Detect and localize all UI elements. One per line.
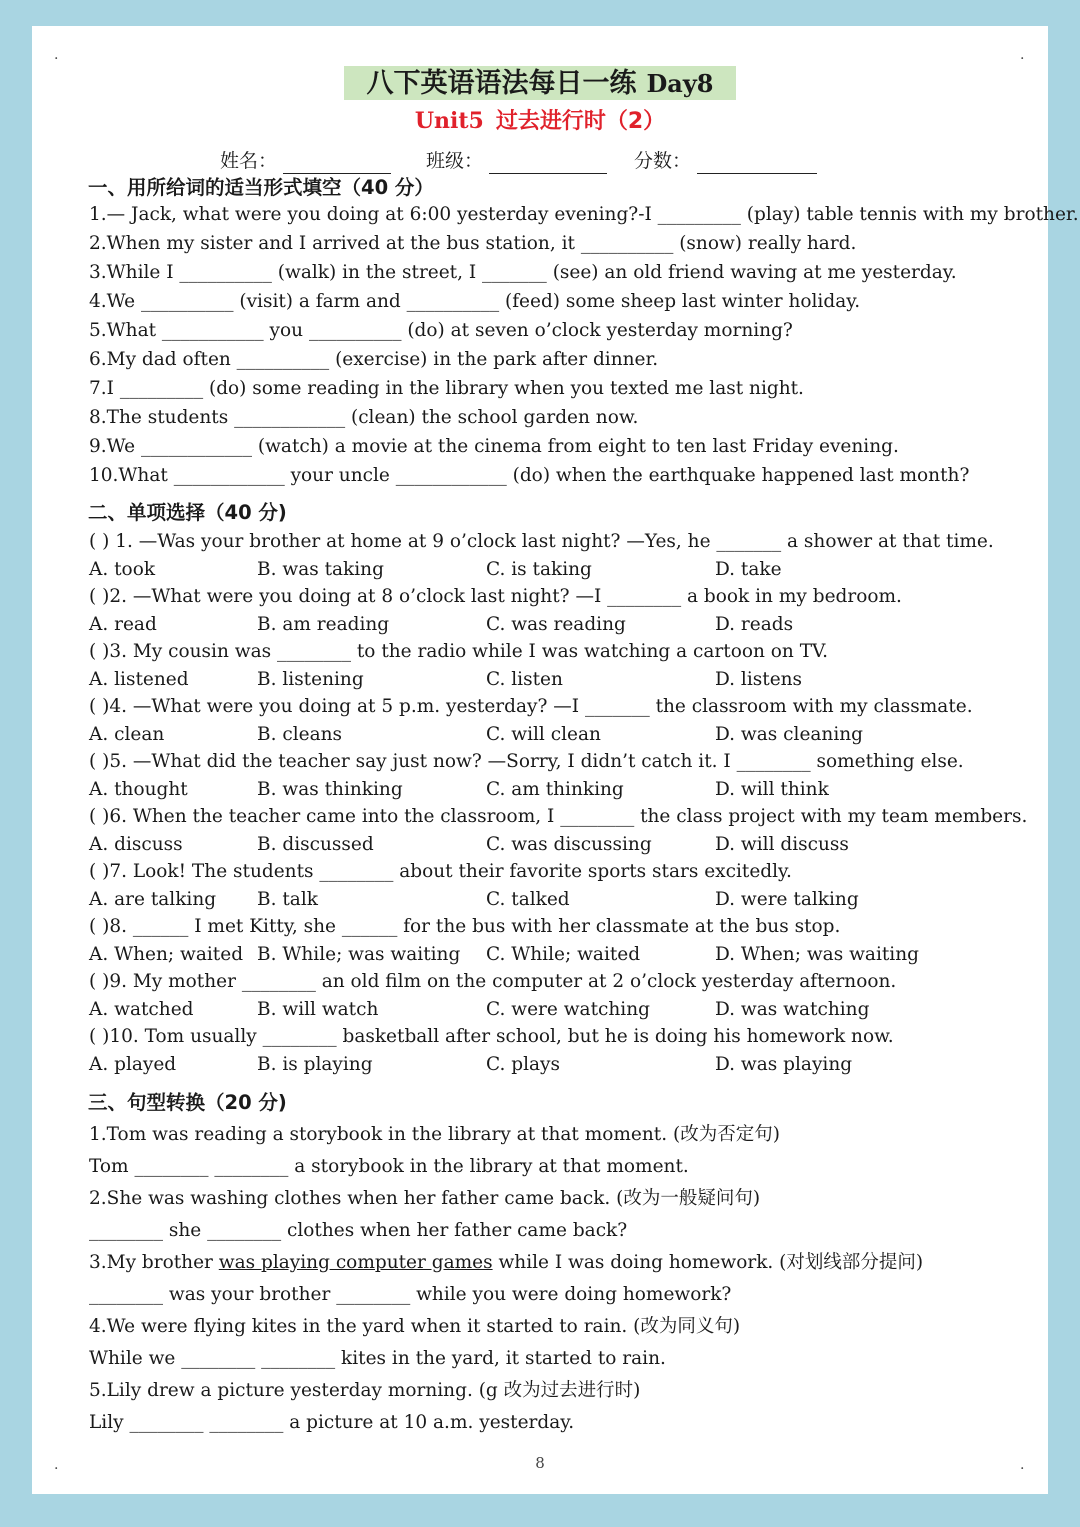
s1-line: 2.When my sister and I arrived at the bus station, it __________ (snow) really hard. (89, 233, 857, 254)
title-cn: 八下英语语法每日一练 (366, 68, 637, 99)
mc-option[interactable]: A. took (89, 559, 156, 580)
mc-question: ( )2. —What were you doing at 8 o’clock last night? —I ________ a book in my bedroom. (89, 586, 902, 607)
mc-option[interactable]: D. will think (715, 779, 829, 800)
s1-line: 1.— Jack, what were you doing at 6:00 yesterday evening?-I _________ (play) table tennis with my brother. (89, 204, 1079, 225)
mc-option[interactable]: B. am reading (257, 614, 390, 635)
s3-line: 1.Tom was reading a storybook in the library at that moment. (改为否定句) (89, 1124, 780, 1145)
title-day: Day8 (646, 69, 714, 98)
mc-option[interactable]: B. discussed (257, 834, 374, 855)
mc-option[interactable]: A. discuss (89, 834, 183, 855)
name-label: 姓名： (220, 150, 278, 172)
s1-line: 8.The students ____________ (clean) the school garden now. (89, 407, 639, 428)
s3-line: ________ she ________ clothes when her father came back? (89, 1220, 628, 1241)
s3-line: 5.Lily drew a picture yesterday morning. (g 改为过去进行时) (89, 1380, 641, 1401)
mc-option[interactable]: B. will watch (257, 999, 379, 1020)
s1-line: 10.What ____________ your uncle ____________ (do) when the earthquake happened last month? (89, 465, 970, 486)
mc-question: ( )5. —What did the teacher say just now? —Sorry, I didn’t catch it. I ________ something else. (89, 751, 964, 772)
mc-option[interactable]: A. listened (89, 669, 189, 690)
class-blank[interactable] (489, 153, 607, 174)
mc-option[interactable]: A. watched (89, 999, 194, 1020)
mc-question: ( )3. My cousin was ________ to the radio while I was watching a cartoon on TV. (89, 641, 829, 662)
mc-option[interactable]: A. When; waited (89, 944, 244, 965)
mc-option[interactable]: C. is taking (486, 559, 592, 580)
name-field (220, 148, 391, 174)
subtitle-topic: 过去进行时（2） (495, 109, 666, 134)
mc-option[interactable]: C. plays (486, 1054, 560, 1075)
s1-line: 6.My dad often __________ (exercise) in the park after dinner. (89, 349, 659, 370)
mc-option[interactable]: D. were talking (715, 889, 859, 910)
section3-heading: 三、句型转换（20 分) (88, 1091, 287, 1114)
worksheet-page (32, 26, 1079, 1494)
s3-line: Lily ________ ________ a picture at 10 a.m. yesterday. (89, 1412, 575, 1433)
mc-option[interactable]: B. talk (257, 889, 318, 910)
mc-option[interactable]: D. was playing (715, 1054, 853, 1075)
s3-line: While we ________ ________ kites in the yard, it started to rain. (89, 1348, 666, 1369)
s3-line-post: while I was doing homework. (对划线部分提问) (492, 1252, 924, 1273)
s1-line: 9.We ____________ (watch) a movie at the cinema from eight to ten last Friday evening. (89, 436, 899, 457)
page-number: 8 (535, 1454, 545, 1472)
mc-option[interactable]: D. When; was waiting (715, 944, 919, 965)
mc-option[interactable]: D. reads (715, 614, 794, 635)
mc-option[interactable]: C. talked (486, 889, 570, 910)
s3-line: 4.We were flying kites in the yard when it started to rain. (改为同义句) (89, 1316, 741, 1337)
mc-option[interactable]: C. am thinking (486, 779, 624, 800)
mc-option[interactable]: B. was thinking (257, 779, 403, 800)
name-blank[interactable] (283, 153, 391, 174)
s1-line: 5.What ___________ you __________ (do) at seven o’clock yesterday morning? (89, 320, 793, 341)
mc-question: ( )9. My mother ________ an old film on the computer at 2 o’clock yesterday afternoon. (89, 971, 897, 992)
s1-line: 7.I _________ (do) some reading in the library when you texted me last night. (89, 378, 804, 399)
section1-heading: 一、用所给词的适当形式填空（40 分） (88, 176, 434, 199)
mc-option[interactable]: C. were watching (486, 999, 650, 1020)
mc-option[interactable]: C. listen (486, 669, 563, 690)
mc-option[interactable]: B. cleans (257, 724, 343, 745)
class-label: 班级： (426, 150, 484, 172)
s1-line: 4.We __________ (visit) a farm and __________ (feed) some sheep last winter holiday. (89, 291, 861, 312)
score-field (634, 148, 817, 174)
mc-option[interactable]: A. are talking (89, 889, 217, 910)
s3-line: 2.She was washing clothes when her father came back. (改为一般疑问句) (89, 1188, 761, 1209)
mc-option[interactable]: C. While; waited (486, 944, 641, 965)
mc-option[interactable]: B. While; was waiting (257, 944, 461, 965)
section2-heading: 二、单项选择（40 分) (88, 501, 287, 524)
corner-dot: . (54, 47, 59, 63)
mc-option[interactable]: B. is playing (257, 1054, 373, 1075)
mc-option[interactable]: C. was reading (486, 614, 626, 635)
mc-question: ( )6. When the teacher came into the classroom, I ________ the class project with my team members. (89, 806, 1028, 827)
subtitle-unit: Unit5 (414, 108, 484, 134)
mc-option[interactable]: A. read (89, 614, 157, 635)
mc-question: ( ) 1. —Was your brother at home at 9 o’clock last night? —Yes, he _______ a shower at that time. (89, 531, 994, 552)
s3-line-pre: 3.My brother (89, 1252, 219, 1273)
mc-option[interactable]: D. listens (715, 669, 803, 690)
mc-question: ( )7. Look! The students ________ about their favorite sports stars excitedly. (89, 861, 792, 882)
mc-question: ( )10. Tom usually ________ basketball after school, but he is doing his homework now. (89, 1026, 894, 1047)
s1-line: 3.While I __________ (walk) in the street, I _______ (see) an old friend waving at me yesterday. (89, 262, 957, 283)
s3-line: Tom ________ ________ a storybook in the library at that moment. (89, 1156, 689, 1177)
score-label: 分数： (634, 150, 692, 172)
page-title (344, 66, 736, 100)
mc-question: ( )8. ______ I met Kitty, she ______ for the bus with her classmate at the bus stop. (89, 916, 841, 937)
mc-option[interactable]: A. played (89, 1054, 177, 1075)
corner-dot: . (54, 1457, 59, 1473)
mc-option[interactable]: A. clean (89, 724, 165, 745)
mc-option[interactable]: D. was watching (715, 999, 870, 1020)
mc-question: ( )4. —What were you doing at 5 p.m. yesterday? —I _______ the classroom with my classmate. (89, 696, 973, 717)
class-field (426, 148, 607, 174)
mc-option[interactable]: C. will clean (486, 724, 601, 745)
mc-option[interactable]: A. thought (89, 779, 188, 800)
mc-option[interactable]: D. will discuss (715, 834, 849, 855)
score-blank[interactable] (697, 153, 817, 174)
corner-dot: . (1020, 47, 1025, 63)
mc-option[interactable]: B. listening (257, 669, 364, 690)
mc-option[interactable]: D. was cleaning (715, 724, 864, 745)
mc-option[interactable]: C. was discussing (486, 834, 652, 855)
s3-line: ________ was your brother ________ while you were doing homework? (89, 1284, 732, 1305)
mc-option[interactable]: B. was taking (257, 559, 384, 580)
mc-option[interactable]: D. take (715, 559, 782, 580)
corner-dot: . (1020, 1457, 1025, 1473)
underlined-phrase: was playing computer games (218, 1252, 493, 1273)
page-subtitle (32, 106, 1048, 137)
s3-line (89, 1250, 923, 1276)
